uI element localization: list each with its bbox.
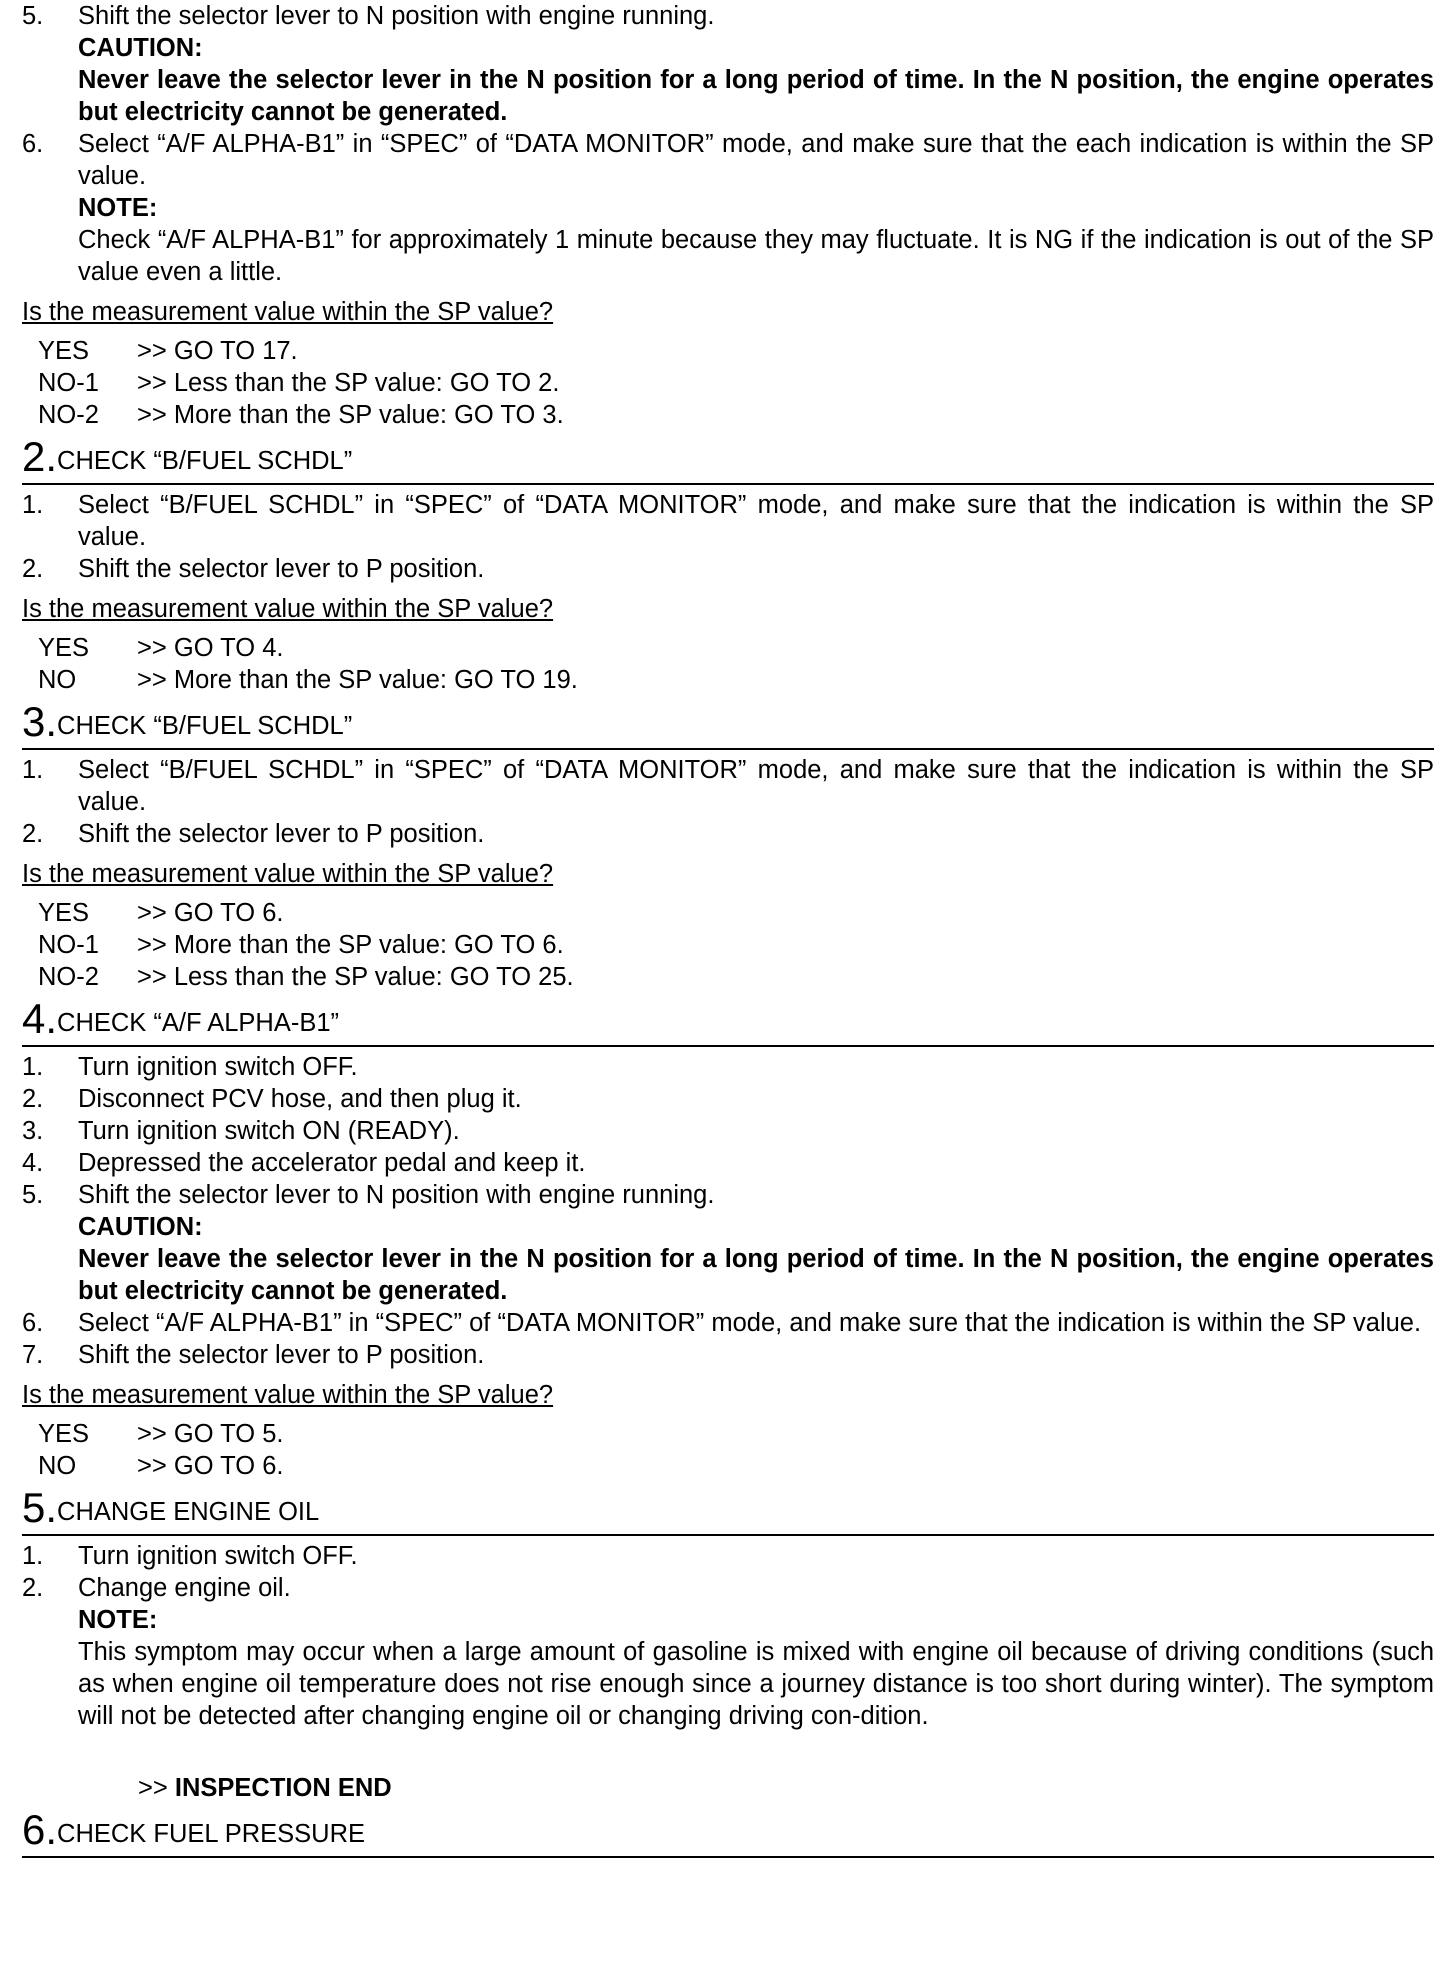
caution-text: Never leave the selector lever in the N position for a long period of time. In the N position, the engine operates but electricity cannot be generated. (78, 1245, 1434, 1305)
section (22, 1482, 1434, 1804)
step-body (78, 818, 1434, 850)
caution-label: CAUTION: (78, 1213, 203, 1241)
step-number: 6. (22, 130, 44, 158)
step-body (78, 1147, 1434, 1179)
step-item (22, 1051, 1434, 1083)
step-text: Turn ignition switch OFF. (78, 1542, 358, 1570)
answer-text: >> GO TO 4. (137, 634, 284, 662)
step-body (78, 1179, 1434, 1307)
answer-key: NO-2 (38, 963, 99, 991)
step-list (22, 1051, 1434, 1371)
answer-key: YES (38, 337, 90, 365)
section-number: 4. (22, 995, 58, 1042)
answer-key: NO (38, 666, 77, 694)
step-text: Shift the selector lever to N position with engine running. (78, 1181, 715, 1209)
step-number: 1. (22, 1053, 44, 1081)
answer-row (38, 399, 1434, 431)
section-title: CHANGE ENGINE OIL (57, 1498, 320, 1526)
step-number: 2. (22, 1085, 44, 1113)
step-body (78, 489, 1434, 553)
step-text: Change engine oil. (78, 1574, 291, 1602)
step-item (22, 818, 1434, 850)
step-number: 1. (22, 491, 44, 519)
step-list (22, 1540, 1434, 1732)
step-number: 5. (22, 1181, 44, 1209)
step-item (22, 553, 1434, 585)
step-item (22, 489, 1434, 553)
answer-text: >> GO TO 6. (137, 899, 284, 927)
step-text: Shift the selector lever to P position. (78, 1341, 485, 1369)
answer-key: YES (38, 634, 90, 662)
section-heading (22, 696, 1434, 750)
step-text: Select “A/F ALPHA-B1” in “SPEC” of “DATA MONITOR” mode, and make sure that the each indication is within the SP value. (78, 130, 1434, 190)
step-item (22, 1540, 1434, 1572)
section-heading (22, 1804, 1434, 1858)
step-text: Disconnect PCV hose, and then plug it. (78, 1085, 522, 1113)
answer-key: NO-1 (38, 369, 99, 397)
step-number: 7. (22, 1341, 44, 1369)
answer-text: >> Less than the SP value: GO TO 2. (137, 369, 560, 397)
answer-text: >> More than the SP value: GO TO 6. (137, 931, 564, 959)
answer-text: >> Less than the SP value: GO TO 25. (137, 963, 574, 991)
answer-row (38, 1418, 1434, 1450)
step-body (78, 1051, 1434, 1083)
question: Is the measurement value within the SP value? (22, 595, 554, 623)
step-number: 3. (22, 1117, 44, 1145)
answer-row (38, 664, 1434, 696)
answer-list (38, 897, 1434, 993)
section-heading (22, 993, 1434, 1047)
step-list (22, 754, 1434, 850)
section (22, 431, 1434, 696)
step-body (78, 0, 1434, 128)
step-item (22, 1083, 1434, 1115)
note-label: NOTE: (78, 194, 158, 222)
step-text: Turn ignition switch OFF. (78, 1053, 358, 1081)
answer-row (38, 335, 1434, 367)
step-number: 2. (22, 820, 44, 848)
end-prefix: >> (138, 1774, 168, 1802)
answer-text: >> More than the SP value: GO TO 3. (137, 401, 564, 429)
step-text: Depressed the accelerator pedal and keep it. (78, 1149, 586, 1177)
document (22, 0, 1434, 1862)
step-body (78, 1572, 1434, 1732)
step-item (22, 1115, 1434, 1147)
section (22, 1804, 1434, 1858)
step-text: Shift the selector lever to P position. (78, 555, 485, 583)
question: Is the measurement value within the SP value? (22, 1381, 554, 1409)
step-item (22, 1179, 1434, 1307)
answer-list (38, 335, 1434, 431)
step-number: 1. (22, 1542, 44, 1570)
section-title: CHECK FUEL PRESSURE (57, 1820, 365, 1848)
answer-list (38, 1418, 1434, 1482)
end-text: INSPECTION END (174, 1774, 392, 1802)
section-title: CHECK “B/FUEL SCHDL” (57, 712, 353, 740)
step-text: Select “B/FUEL SCHDL” in “SPEC” of “DATA MONITOR” mode, and make sure that the indication is within the SP value. (78, 756, 1434, 816)
step-body (78, 754, 1434, 818)
section-title: CHECK “A/F ALPHA-B1” (57, 1009, 340, 1037)
answer-list (38, 632, 1434, 696)
step-text: Shift the selector lever to P position. (78, 820, 485, 848)
caution-label: CAUTION: (78, 34, 203, 62)
answer-key: YES (38, 1420, 90, 1448)
section-number: 3. (22, 698, 58, 745)
step-text: Select “B/FUEL SCHDL” in “SPEC” of “DATA MONITOR” mode, and make sure that the indication is within the SP value. (78, 491, 1434, 551)
step-number: 1. (22, 756, 44, 784)
step-number: 2. (22, 1574, 44, 1602)
step-item (22, 1572, 1434, 1732)
step-number: 2. (22, 555, 44, 583)
step-text: Turn ignition switch ON (READY). (78, 1117, 460, 1145)
section-heading (22, 1482, 1434, 1536)
answer-key: NO-1 (38, 931, 99, 959)
step-number: 4. (22, 1149, 44, 1177)
step-body (78, 1083, 1434, 1115)
section (22, 993, 1434, 1482)
answer-text: >> GO TO 6. (137, 1452, 284, 1480)
section-number: 2. (22, 433, 58, 480)
step-item (22, 1307, 1434, 1339)
answer-key: NO-2 (38, 401, 99, 429)
question: Is the measurement value within the SP value? (22, 860, 554, 888)
answer-key: NO (38, 1452, 77, 1480)
answer-text: >> GO TO 17. (137, 337, 298, 365)
section-title: CHECK “B/FUEL SCHDL” (57, 447, 353, 475)
step-item (22, 754, 1434, 818)
step-number: 6. (22, 1309, 44, 1337)
note-text: This symptom may occur when a large amount of gasoline is mixed with engine oil because of driving conditions (such as when engine oil temperature does not rise enough since a journey distance is too short during winter). The symptom will not be detected after changing engine oil or changing driving con-dition. (78, 1638, 1434, 1730)
intro-section (22, 0, 1434, 431)
step-item (22, 128, 1434, 288)
note-label: NOTE: (78, 1606, 158, 1634)
answer-row (38, 929, 1434, 961)
step-body (78, 128, 1434, 288)
step-body (78, 1115, 1434, 1147)
caution-text: Never leave the selector lever in the N position for a long period of time. In the N position, the engine operates but electricity cannot be generated. (78, 66, 1434, 126)
step-body (78, 1339, 1434, 1371)
section-number: 5. (22, 1484, 58, 1531)
answer-row (38, 897, 1434, 929)
answer-row (38, 632, 1434, 664)
step-item (22, 1339, 1434, 1371)
step-item (22, 1147, 1434, 1179)
note-text: Check “A/F ALPHA-B1” for approximately 1 minute because they may fluctuate. It is NG if the indication is out of the SP value even a little. (78, 226, 1434, 286)
question: Is the measurement value within the SP value? (22, 298, 554, 326)
inspection-end (138, 1772, 1434, 1804)
step-text: Select “A/F ALPHA-B1” in “SPEC” of “DATA MONITOR” mode, and make sure that the indication is within the SP value. (78, 1309, 1422, 1337)
step-number: 5. (22, 2, 44, 30)
answer-key: YES (38, 899, 90, 927)
step-list (22, 489, 1434, 585)
section-heading (22, 431, 1434, 485)
answer-row (38, 367, 1434, 399)
step-body (78, 553, 1434, 585)
answer-text: >> More than the SP value: GO TO 19. (137, 666, 578, 694)
step-body (78, 1540, 1434, 1572)
step-item (22, 0, 1434, 128)
step-text: Shift the selector lever to N position with engine running. (78, 2, 715, 30)
answer-text: >> GO TO 5. (137, 1420, 284, 1448)
answer-row (38, 961, 1434, 993)
answer-row (38, 1450, 1434, 1482)
section-number: 6. (22, 1806, 58, 1853)
step-body (78, 1307, 1434, 1339)
section (22, 696, 1434, 993)
